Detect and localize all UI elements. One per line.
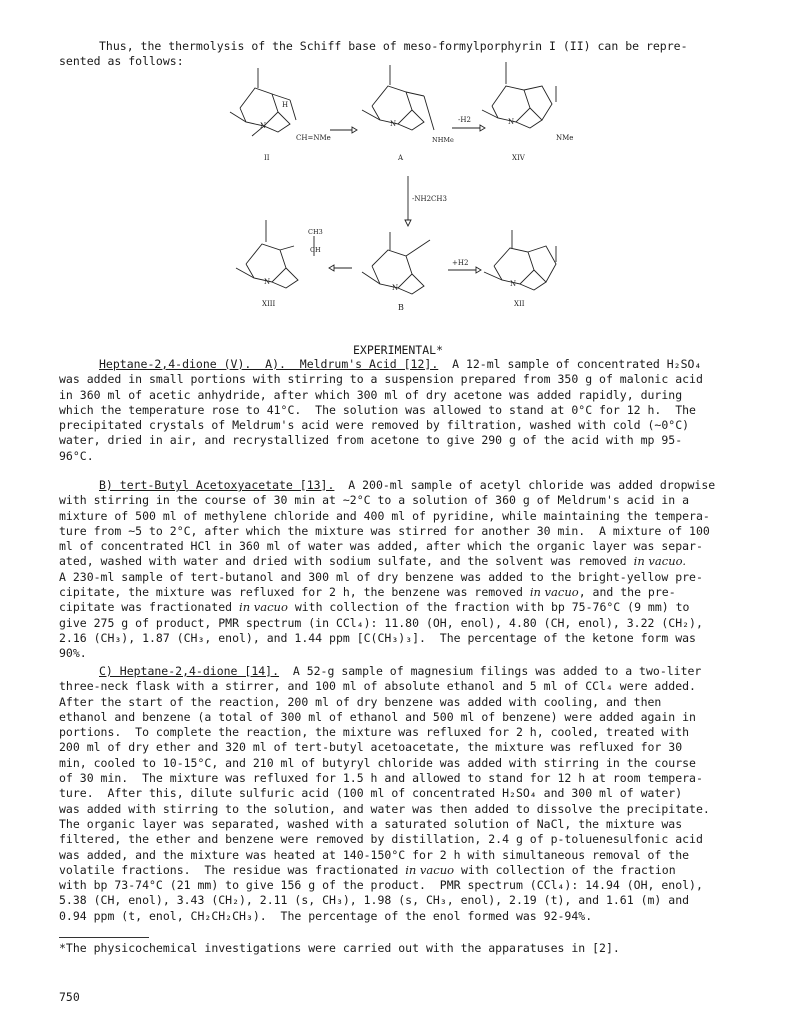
n-atom-ii: N (260, 122, 267, 130)
p2-line-0: A 200-ml sample of acetyl chloride was added dropwise (334, 478, 716, 492)
p2-line-1: with stirring in the course of 30 min at ~2°C to a solution of 360 g of Meldrum's acid in a (59, 493, 690, 508)
p3-line-7: of 30 min. The mixture was refluxed for 1.5 h and allowed to stand for 12 h at room tempera- (59, 771, 703, 786)
p2-line-11-italic: in vacuo (239, 600, 288, 615)
arrow-label-minus-h2: -H2 (458, 116, 471, 124)
p3-line-10: The organic layer was separated, washed with a saturated solution of NaCl, the mixture was (59, 816, 683, 831)
p3-line-16: with bp 73-74°C (21 mm) to give 156 g of the product. PMR spectrum (CCl₄): 14.94 (OH, enol), (59, 878, 703, 893)
p1-line-5: water, dried in air, and recrystallized from acetone to give 290 g of the acid with mp 95- (59, 433, 683, 448)
structure-xiv (482, 62, 573, 162)
n-atom-xiv: N (508, 118, 515, 126)
p1-line-1: was added in small portions with stirring to a suspension prepared from 350 g of malonic acid (59, 372, 703, 387)
n-atom-xii: N (510, 280, 517, 288)
label-xiii: XIII (262, 300, 276, 308)
p3-line-18: 0.94 ppm (t, enol, CH₂CH₂CH₃). The percentage of the enol formed was 92-94%. (59, 908, 593, 923)
p3-line-17: 5.38 (CH, enol), 3.43 (CH₂), 2.11 (s, CH₃), 1.98 (s, CH₃, enol), 2.19 (t), and 1.61 (m) and (59, 893, 690, 908)
p2-line-11: cipitate was fractionated (59, 600, 240, 615)
intro-line-1: Thus, the thermolysis of the Schiff base of meso-formylporphyrin I (II) can be repre- (99, 39, 688, 53)
p2-line-5-italic: in vacuo. (633, 554, 686, 569)
label-xiv: XIV (512, 154, 525, 162)
label-ii: II (264, 154, 270, 162)
p1-title: Heptane-2,4-dione (V). A). Meldrum's Acid [12]. (99, 357, 439, 371)
group-ch: CH (310, 246, 321, 254)
footnote: *The physicochemical investigations were carried out with the apparatuses in [2]. (59, 941, 620, 955)
footnote-rule (59, 937, 149, 938)
p1-line-6: 96°C. (59, 448, 94, 463)
p2-title: B) tert-Butyl Acetoxyacetate [13]. (99, 478, 335, 492)
arrowhead-b-to-xii (476, 267, 481, 273)
structure-ii (230, 68, 331, 162)
paragraph-tert-butyl-acetoxyacetate (59, 478, 749, 662)
p3-line-1: three-neck flask with a stirrer, and 100 ml of absolute ethanol and 5 ml of CCl₄ were added. (59, 679, 696, 694)
p1-line-3: which the temperature rose to 41°C. The solution was allowed to stand at 0°C for 12 h. The (59, 402, 696, 417)
p2-line-2: mixture of 500 ml of methylene chloride and 400 ml of pyridine, while maintaining the tempera- (59, 508, 710, 523)
label-b: B (398, 303, 404, 312)
p3-line-11: filtered, the ether and benzene were removed by distillation, 2.4 g of p-toluenesulfonic acid (59, 832, 703, 847)
p3-line-3: ethanol and benzene (a total of 300 ml of ethanol and 500 ml of benzene) were added again in (59, 709, 696, 724)
label-xii: XII (514, 300, 525, 308)
arrow-label-minus-nh2ch3: -NH2CH3 (412, 195, 447, 203)
p3-line-8: ture. After this, dilute sulfuric acid (100 ml of concentrated H₂SO₄ and 300 ml of water) (59, 786, 683, 801)
p3-line-2: After the start of the reaction, 200 ml of dry benzene was added with cooling, and then (59, 694, 662, 709)
p3-line-13-italic: in vacuo (405, 862, 455, 877)
p2-line-8-italic: in vacuo (529, 585, 579, 600)
section-heading: EXPERIMENTAL* (352, 343, 443, 357)
group-h-ii: H (282, 101, 289, 109)
p2-line-8-end: , and the pre- (578, 585, 676, 600)
arrowhead-a-to-b (405, 220, 411, 226)
p3-line-13-end: with collection of the fraction (454, 862, 676, 877)
p2-line-14: give 275 g of product, PMR spectrum (in CCl₄): 11.80 (OH, enol), 4.80 (CH, enol), 3.22 (CH₂), (59, 615, 703, 630)
p3-line-12: was added, and the mixture was heated at 140-150°C for 2 h with simultaneous removal of the (59, 847, 690, 862)
structure-b (362, 232, 430, 312)
p2-line-7: A 230-ml sample of tert-butanol and 300 ml of dry benzene was added to the bright-yellow pre- (59, 569, 703, 584)
structure-xiii (236, 220, 323, 308)
page-number: 750 (59, 990, 80, 1004)
p3-line-5: 200 ml of dry ether and 320 ml of tert-butyl acetoacetate, the mixture was refluxed for 30 (59, 740, 683, 755)
group-ch3: CH3 (308, 228, 323, 236)
p2-line-8: cipitate, the mixture was refluxed for 2 h, the benzene was removed (59, 585, 530, 600)
group-nhme: NHMe (432, 136, 454, 144)
arrowhead-a-to-xiv (480, 125, 485, 131)
p2-line-4: ml of concentrated HCl in 360 ml of water was added, after which the organic layer was separ- (59, 539, 703, 554)
p3-title: C) Heptane-2,4-dione [14]. (99, 664, 280, 678)
p3-line-13: volatile fractions. The residue was fractionated (59, 862, 406, 877)
p2-line-15: 2.16 (CH₃), 1.87 (CH₃, enol), and 1.44 ppm [C(CH₃)₃]. The percentage of the ketone form was (59, 630, 696, 645)
n-atom-b: N (392, 284, 399, 292)
label-a: A (398, 154, 404, 162)
p3-line-6: min, cooled to 10-15°C, and 210 ml of butyryl chloride was added with stirring in the course (59, 755, 696, 770)
intro-line-2: sented as follows: (59, 54, 184, 69)
p2-line-5: ated, washed with water and dried with sodium sulfate, and the solvent was removed (59, 554, 634, 569)
p2-line-11-end: with collection of the fraction with bp 75-76°C (9 mm) to (287, 600, 690, 615)
n-atom-xiii: N (264, 278, 271, 286)
arrow-label-plus-h2: +H2 (452, 259, 469, 267)
group-ch-nme: CH=NMe (296, 134, 331, 142)
reaction-scheme (0, 60, 796, 320)
group-nme: NMe (556, 134, 574, 142)
p1-line-2: in 360 ml of acetic anhydride, after which 300 ml of dry acetone was added rapidly, during (59, 387, 683, 402)
p2-line-16: 90%. (59, 646, 87, 661)
paragraph-heptane-dione (59, 664, 749, 924)
paragraph-meldrums-acid (59, 357, 749, 464)
p3-line-4: portions. To complete the reaction, the mixture was refluxed for 2 h, cooled, treated with (59, 725, 690, 740)
arrowhead-b-to-xiii (329, 265, 334, 271)
structure-xii (484, 230, 556, 308)
p3-line-9: was added with stirring to the solution, and water was then added to dissolve the precipitate. (59, 801, 710, 816)
structure-a (362, 65, 454, 162)
p1-line-0: A 12-ml sample of concentrated H₂SO₄ (438, 357, 702, 371)
p2-line-3: ture from ~5 to 2°C, after which the mixture was stirred for another 30 min. A mixture of 100 (59, 523, 710, 538)
arrowhead-ii-to-a (352, 127, 357, 133)
p3-line-0: A 52-g sample of magnesium filings was added to a two-liter (279, 664, 702, 678)
p1-line-4: precipitated crystals of Meldrum's acid were removed by filtration, washed with cold (~0°C) (59, 418, 690, 433)
n-atom-a: N (390, 120, 397, 128)
